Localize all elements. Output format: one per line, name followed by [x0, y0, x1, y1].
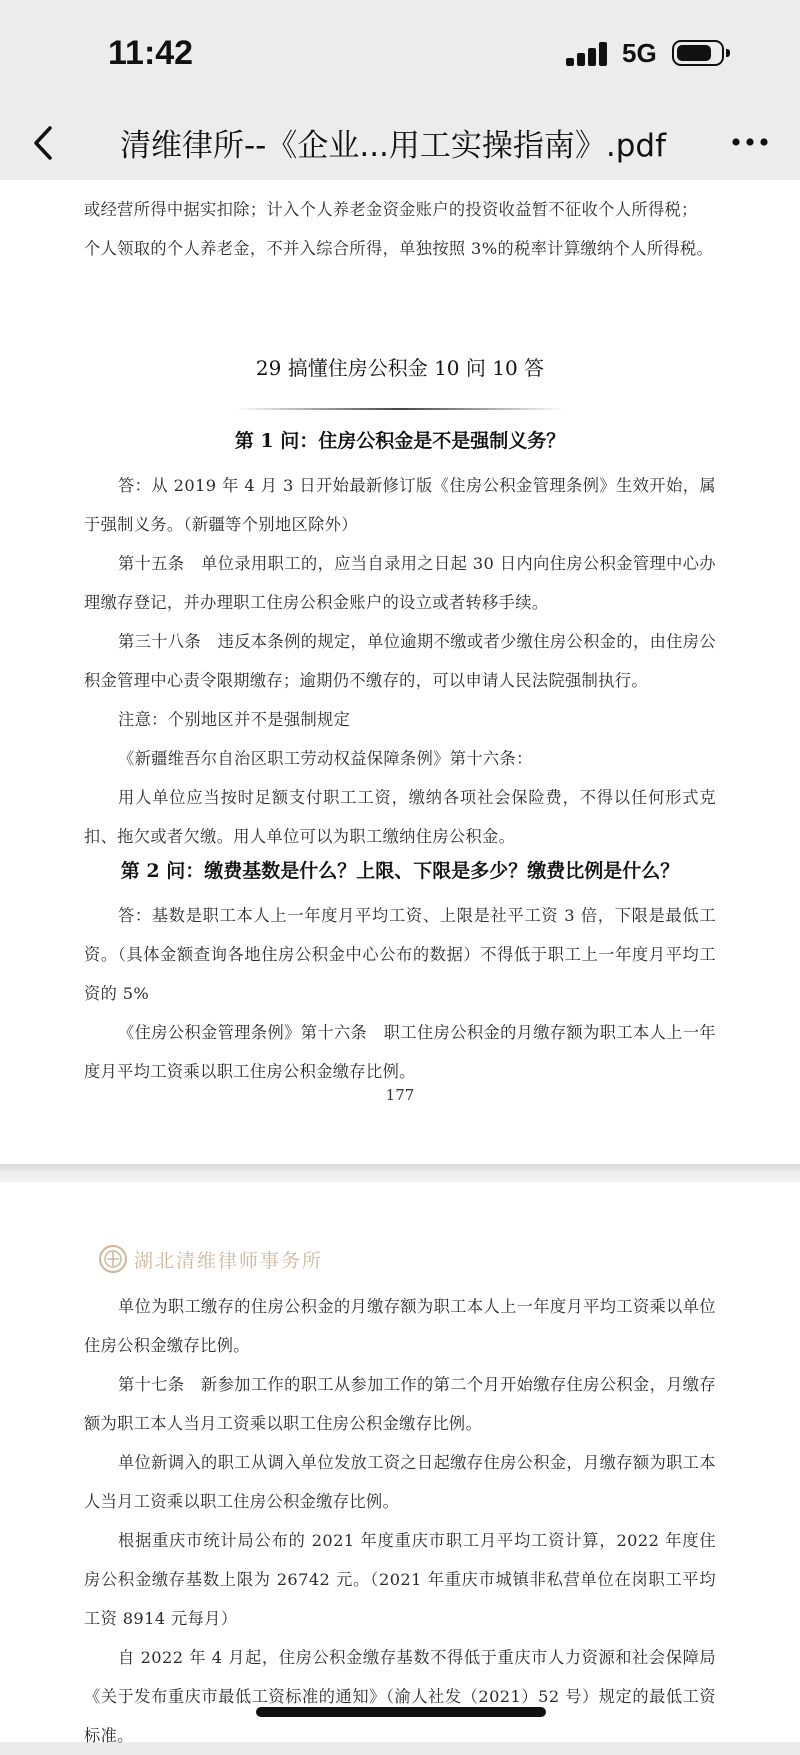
battery-icon	[672, 40, 724, 66]
back-button[interactable]	[24, 118, 64, 168]
section-title: 29 搞懂住房公积金 10 问 10 答	[255, 356, 545, 380]
paragraph: 自 2022 年 4 月起，住房公积金缴存基数不得低于重庆市人力资源和社会保障局《关于发布重庆市最低工资标准的通知》（渝人社发（2021）52 号）规定的最低工资标准。	[84, 1648, 716, 1745]
pdf-page[interactable]	[0, 180, 800, 1164]
paragraph: 单位新调入的职工从调入单位发放工资之日起缴存住房公积金，月缴存额为职工本人当月工资乘以职工住房公积金缴存比例。	[84, 1453, 716, 1511]
firm-header	[98, 1242, 323, 1276]
document-title: 清维律所--《企业...用工实操指南》.pdf	[119, 128, 667, 164]
paragraph: 《住房公积金管理条例》第十六条 职工住房公积金的月缴存额为职工本人上一年度月平均工资乘以职工住房公积金缴存比例。	[84, 1023, 716, 1081]
paragraph-line: 或经营所得中据实扣除；计入个人养老金资金账户的投资收益暂不征收个人所得税；	[84, 200, 698, 219]
paragraph: 第十五条 单位录用职工的，应当自录用之日起 30 日内向住房公积金管理中心办理缴存登记，并办理职工住房公积金账户的设立或者转移手续。	[84, 554, 716, 612]
more-horizontal-icon	[726, 122, 774, 162]
paragraph: 注意：个别地区并不是强制规定	[118, 710, 351, 729]
pdf-page[interactable]	[0, 1182, 800, 1745]
status-time: 11:42	[108, 34, 194, 72]
firm-seal-icon	[98, 1244, 128, 1274]
paragraph: 单位为职工缴存的住房公积金的月缴存额为职工本人上一年度月平均工资乘以单位住房公积金缴存比例。	[84, 1297, 716, 1355]
status-bar	[0, 0, 800, 108]
paragraph: 用人单位应当按时足额支付职工工资，缴纳各项社会保险费，不得以任何形式克扣、拖欠或者欠缴。用人单位可以为职工缴纳住房公积金。	[84, 788, 716, 846]
network-type: 5G	[622, 38, 657, 68]
navigation-bar	[0, 108, 800, 180]
paragraph: 第十七条 新参加工作的职工从参加工作的第二个月开始缴存住房公积金，月缴存额为职工本人当月工资乘以职工住房公积金缴存比例。	[84, 1375, 716, 1433]
paragraph-line: 个人领取的个人养老金，不并入综合所得，单独按照 3%的税率计算缴纳个人所得税。	[84, 239, 714, 258]
page-number: 177	[385, 1086, 415, 1104]
home-indicator[interactable]	[256, 1707, 546, 1717]
paragraph: 答：从 2019 年 4 月 3 日开始最新修订版《住房公积金管理条例》生效开始，属于强制义务。（新疆等个别地区除外）	[84, 476, 716, 534]
title-divider	[236, 408, 564, 410]
paragraph: 《新疆维吾尔自治区职工劳动权益保障条例》第十六条：	[118, 749, 533, 768]
question-title: 第 2 问：缴费基数是什么？上限、下限是多少？缴费比例是什么？	[120, 860, 680, 882]
cellular-signal-icon	[566, 42, 610, 66]
paragraph: 根据重庆市统计局公布的 2021 年度重庆市职工月平均工资计算，2022 年度住房公积金缴存基数上限为 26742 元。（2021 年重庆市城镇非私营单位在岗职工平均工资 8914 元每月）	[84, 1531, 716, 1628]
paragraph: 第三十八条 违反本条例的规定，单位逾期不缴或者少缴住房公积金的，由住房公积金管理中心责令限期缴存；逾期仍不缴存的，可以申请人民法院强制执行。	[84, 632, 716, 690]
page-separator	[0, 1164, 800, 1182]
chevron-left-icon	[24, 118, 64, 168]
firm-name: 湖北清维律师事务所	[134, 1249, 324, 1272]
paragraph: 答：基数是职工本人上一年度月平均工资、上限是社平工资 3 倍，下限是最低工资。（具体金额查询各地住房公积金中心公布的数据）不得低于职工上一年度月平均工资的 5%	[84, 906, 716, 1003]
more-options-button[interactable]	[726, 122, 774, 162]
question-title: 第 1 问：住房公积金是不是强制义务？	[234, 430, 566, 452]
